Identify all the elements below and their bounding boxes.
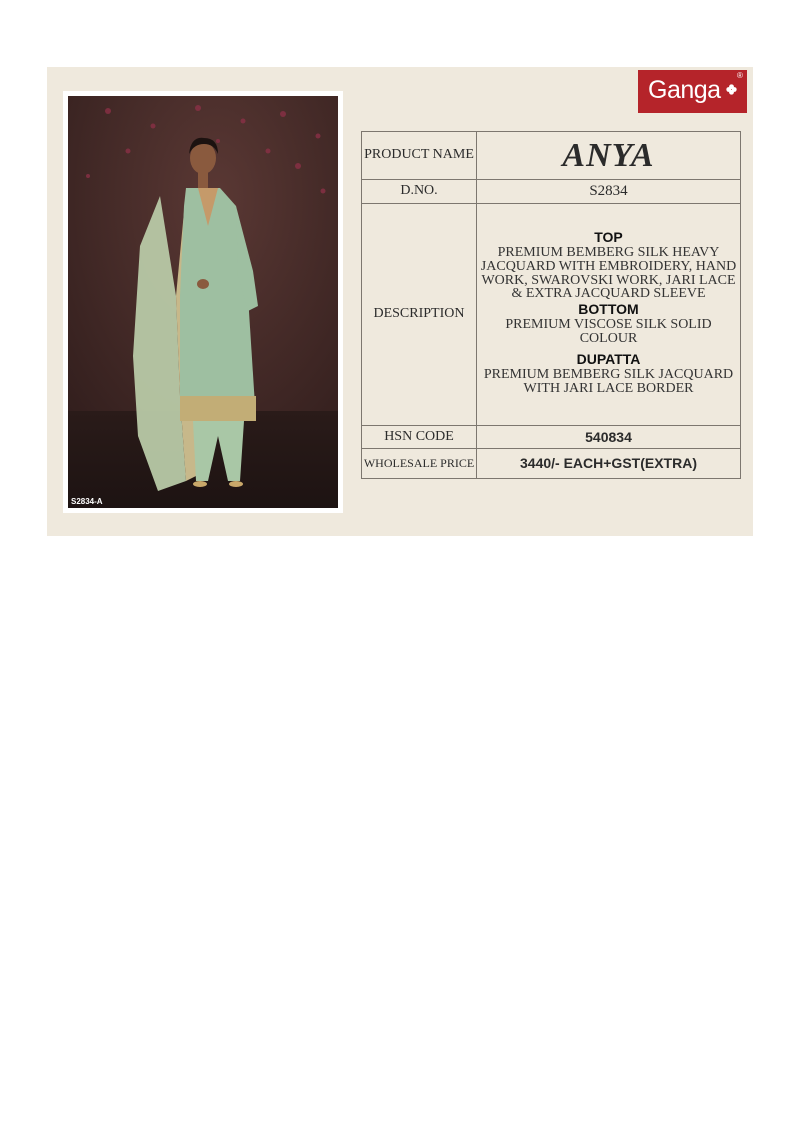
hsn-row <box>362 426 741 449</box>
bottom-heading: BOTTOM <box>578 301 639 318</box>
dno-label: D.NO. <box>362 180 477 204</box>
product-info-table <box>361 131 741 479</box>
bottom-text: PREMIUM VISCOSE SILK SOLID COLOUR <box>505 316 712 346</box>
flower-icon <box>726 84 737 95</box>
dupatta-text: PREMIUM BEMBERG SILK JACQUARD WITH JARI LACE BORDER <box>483 367 734 396</box>
logo-text: Ganga <box>648 76 721 104</box>
design-code: S2834-A <box>71 497 103 506</box>
price-value: 3440/- EACH+GST(EXTRA) <box>477 449 741 479</box>
product-photo <box>68 96 338 508</box>
dupatta-heading: DUPATTA <box>576 351 641 368</box>
description-label: DESCRIPTION <box>362 204 477 426</box>
price-row <box>362 449 741 479</box>
dno-value: S2834 <box>477 180 741 204</box>
product-name-label: PRODUCT NAME <box>362 132 477 180</box>
hsn-label: HSN CODE <box>362 426 477 449</box>
hsn-value: 540834 <box>477 426 741 449</box>
price-label: WHOLESALE PRICE <box>362 449 477 479</box>
registered-mark: ® <box>737 71 743 80</box>
description-cell <box>477 204 741 426</box>
top-heading: TOP <box>594 229 623 246</box>
description-row <box>362 204 741 426</box>
product-name: ANYA <box>477 132 741 180</box>
dno-row <box>362 180 741 204</box>
ganga-logo <box>638 70 747 113</box>
product-name-row <box>362 132 741 180</box>
top-text: PREMIUM BEMBERG SILK HEAVY JACQUARD WITH EMBROIDERY, HAND WORK, SWAROVSKI WORK, JARI LACE & EXTRA JACQUARD SLEEVE <box>480 245 737 302</box>
